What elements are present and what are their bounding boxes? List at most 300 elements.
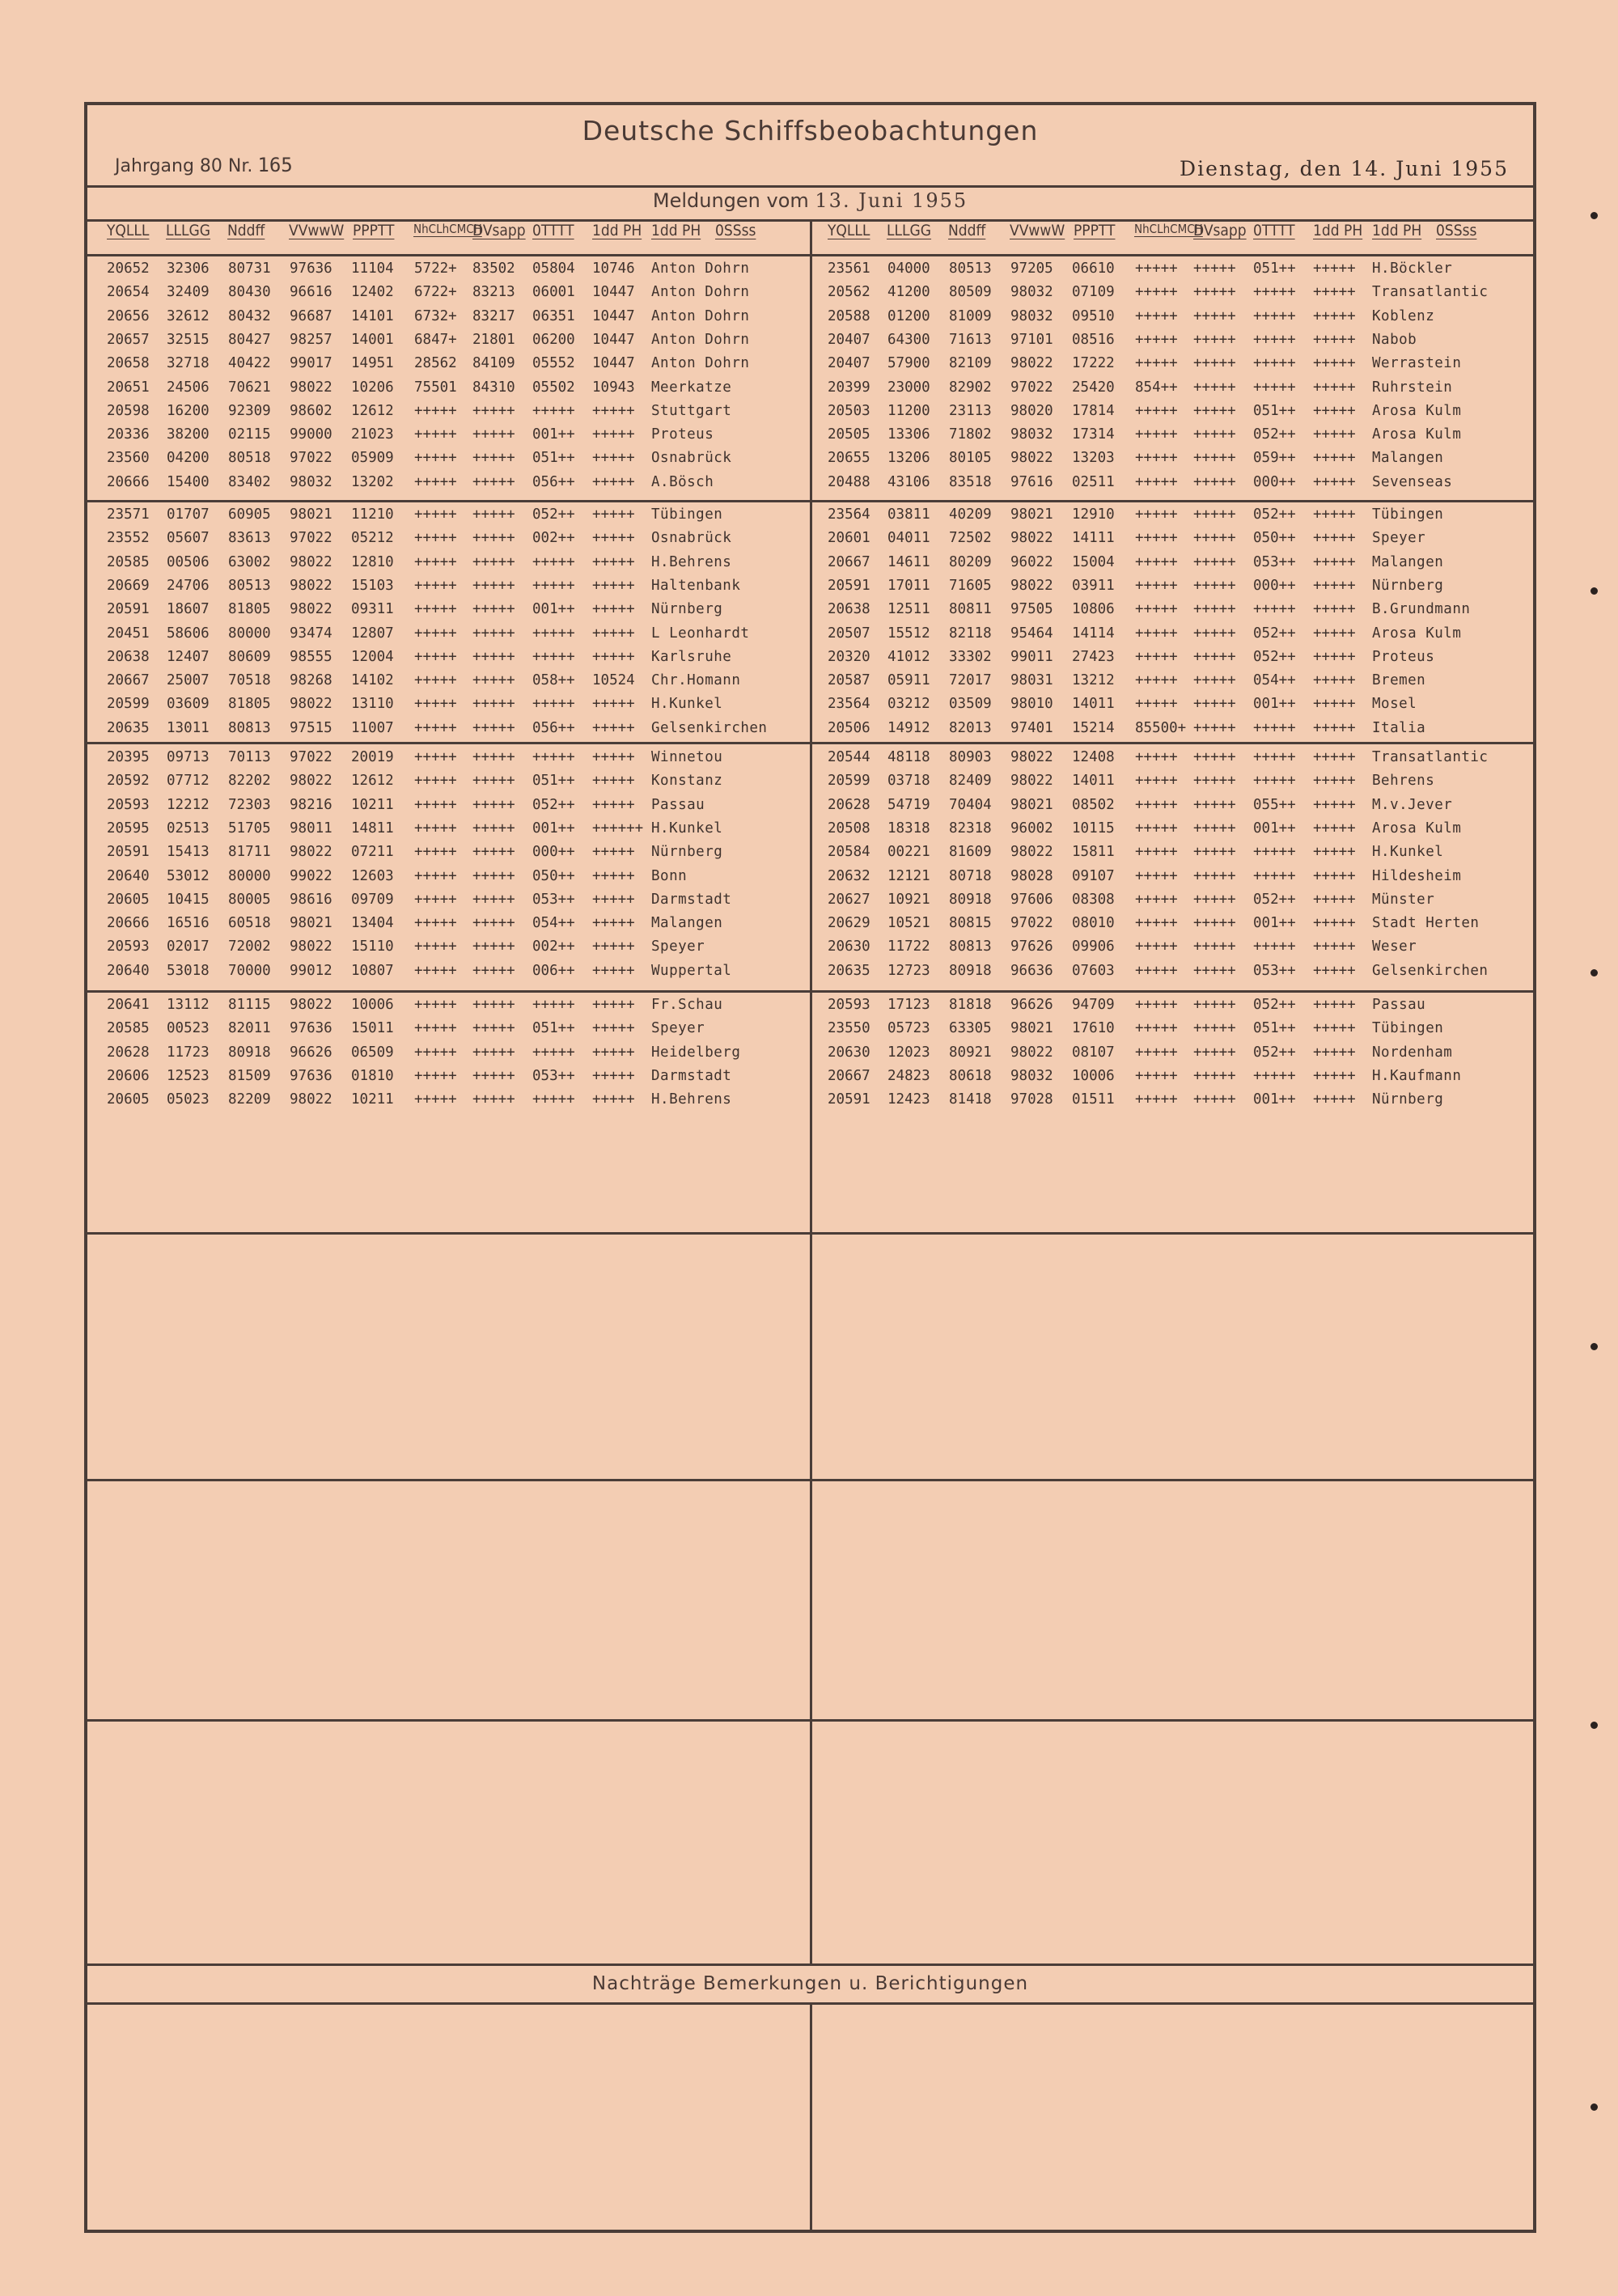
table-cell: 41012 xyxy=(887,648,930,665)
table-cell: 20336 xyxy=(107,426,150,443)
table-cell: +++++ xyxy=(1313,719,1356,736)
table-cell: 20629 xyxy=(828,915,870,932)
table-cell: +++++ xyxy=(1135,749,1178,765)
table-cell: 82013 xyxy=(949,719,992,736)
table-cell: 11210 xyxy=(351,506,394,523)
table-cell: 10206 xyxy=(351,379,394,396)
table-cell: +++++ xyxy=(1313,648,1356,665)
table-cell: 05552 xyxy=(532,355,575,372)
table-cell: 14811 xyxy=(351,820,394,837)
table-cell: 81609 xyxy=(949,844,992,861)
table-cell: 84109 xyxy=(472,355,515,372)
table-cell: +++++ xyxy=(414,820,457,837)
table-cell: 03718 xyxy=(887,773,930,790)
table-cell: +++++ xyxy=(592,867,635,884)
table-cell: 98022 xyxy=(290,773,332,790)
table-cell: +++++ xyxy=(1193,601,1236,618)
table-cell: +++++ xyxy=(1135,915,1178,932)
table-cell: 20544 xyxy=(828,749,870,765)
table-cell: +++++ xyxy=(472,796,515,813)
table-cell: +++++ xyxy=(1313,1091,1356,1108)
table-cell: 01810 xyxy=(351,1067,394,1084)
table-cell: +++++ xyxy=(532,1044,575,1061)
issue-nr: 165 xyxy=(257,154,293,176)
table-cell: 12612 xyxy=(351,402,394,419)
table-cell: 053++ xyxy=(532,1067,575,1084)
table-cell: 64300 xyxy=(887,331,930,348)
ship-name-cell: H.Kaufmann xyxy=(1372,1067,1462,1084)
table-cell: +++++ xyxy=(1313,997,1356,1013)
table-cell: +++++ xyxy=(1135,696,1178,713)
table-cell: 51705 xyxy=(228,820,271,837)
table-cell: +++++ xyxy=(472,1067,515,1084)
publication-date: Dienstag, den 14. Juni 1955 xyxy=(1180,157,1509,180)
ship-name-cell: Nürnberg xyxy=(651,601,723,618)
table-cell: +++++ xyxy=(592,648,635,665)
table-cell: +++++ xyxy=(1313,331,1356,348)
table-cell: +++++ xyxy=(472,891,515,908)
table-cell: +++++ xyxy=(1193,696,1236,713)
table-cell: 20630 xyxy=(828,1044,870,1061)
table-cell: +++++ xyxy=(532,997,575,1013)
table-cell: 12511 xyxy=(887,601,930,618)
table-cell: 06200 xyxy=(532,331,575,348)
table-cell: 053++ xyxy=(1253,962,1296,979)
table-cell: +++++ xyxy=(414,625,457,642)
table-cell: 96636 xyxy=(1010,962,1053,979)
table-cell: 20667 xyxy=(828,1067,870,1084)
table-cell: 82209 xyxy=(228,1091,271,1108)
punch-hole xyxy=(1590,1722,1598,1729)
table-cell: 20591 xyxy=(828,577,870,594)
table-cell: +++++ xyxy=(472,1044,515,1061)
table-cell: +++++ xyxy=(592,450,635,467)
ship-name-cell: Koblenz xyxy=(1372,307,1435,324)
table-cell: +++++ xyxy=(1313,1067,1356,1084)
ship-name-cell: Winnetou xyxy=(651,749,723,765)
table-cell: +++++ xyxy=(1313,962,1356,979)
table-cell: 20606 xyxy=(107,1067,150,1084)
table-cell: 20652 xyxy=(107,261,150,277)
table-cell: +++++ xyxy=(472,648,515,665)
table-cell: 01511 xyxy=(1072,1091,1115,1108)
ship-name-cell: Nordenham xyxy=(1372,1044,1453,1061)
column-header: YQLLL xyxy=(107,222,150,239)
table-cell: 052++ xyxy=(1253,997,1296,1013)
table-cell: 98022 xyxy=(1010,577,1053,594)
table-cell: +++++ xyxy=(592,962,635,979)
ship-name-cell: Nabob xyxy=(1372,331,1417,348)
table-cell: 006++ xyxy=(532,962,575,979)
table-cell: 20627 xyxy=(828,891,870,908)
table-cell: 97606 xyxy=(1010,891,1053,908)
table-cell: 12408 xyxy=(1072,749,1115,765)
table-cell: 98616 xyxy=(290,891,332,908)
table-cell: 20641 xyxy=(107,997,150,1013)
table-cell: 17610 xyxy=(1072,1020,1115,1037)
table-cell: +++++ xyxy=(414,402,457,419)
table-cell: 40422 xyxy=(228,355,271,372)
table-cell: 14611 xyxy=(887,553,930,570)
table-cell: 81418 xyxy=(949,1091,992,1108)
table-cell: +++++ xyxy=(414,938,457,955)
table-cell: 15811 xyxy=(1072,844,1115,861)
table-cell: +++++ xyxy=(1193,1091,1236,1108)
table-cell: +++++ xyxy=(592,844,635,861)
column-divider xyxy=(810,219,812,1963)
table-cell: +++++ xyxy=(414,696,457,713)
table-cell: 80731 xyxy=(228,261,271,277)
table-cell: +++++ xyxy=(1193,938,1236,955)
table-cell: +++++ xyxy=(1135,938,1178,955)
table-cell: 98032 xyxy=(290,473,332,490)
ship-name-cell: Darmstadt xyxy=(651,891,732,908)
table-cell: +++++ xyxy=(1313,355,1356,372)
table-cell: 63002 xyxy=(228,553,271,570)
table-cell: +++++ xyxy=(414,601,457,618)
table-cell: 059++ xyxy=(1253,450,1296,467)
table-cell: +++++ xyxy=(1313,426,1356,443)
ship-name-cell: H.Kunkel xyxy=(1372,844,1444,861)
table-cell: 13110 xyxy=(351,696,394,713)
table-cell: 80813 xyxy=(949,938,992,955)
table-cell: 08010 xyxy=(1072,915,1115,932)
table-cell: 97205 xyxy=(1010,261,1053,277)
table-cell: 80918 xyxy=(228,1044,271,1061)
ship-name-cell: H.Kunkel xyxy=(651,820,723,837)
table-cell: +++++ xyxy=(592,1067,635,1084)
table-cell: 20593 xyxy=(107,796,150,813)
table-cell: +++++ xyxy=(414,426,457,443)
table-cell: 11104 xyxy=(351,261,394,277)
table-cell: 97022 xyxy=(290,450,332,467)
table-cell: 95464 xyxy=(1010,625,1053,642)
table-cell: 6732+ xyxy=(414,307,457,324)
table-cell: 53018 xyxy=(167,962,210,979)
table-cell: 23571 xyxy=(107,506,150,523)
table-cell: +++++ xyxy=(592,1091,635,1108)
table-cell: 03212 xyxy=(887,696,930,713)
table-cell: +++++ xyxy=(1253,601,1296,618)
ship-name-cell: H.Behrens xyxy=(651,1091,732,1108)
table-cell: 20640 xyxy=(107,962,150,979)
ship-name-cell: Behrens xyxy=(1372,773,1435,790)
table-cell: 32515 xyxy=(167,331,210,348)
table-cell: +++++ xyxy=(472,577,515,594)
table-cell: 20508 xyxy=(828,820,870,837)
table-cell: 10006 xyxy=(1072,1067,1115,1084)
table-cell: +++++ xyxy=(414,473,457,490)
table-cell: +++++ xyxy=(1193,379,1236,396)
table-cell: +++++ xyxy=(1193,402,1236,419)
table-cell: 80513 xyxy=(228,577,271,594)
ship-name-cell: Stadt Herten xyxy=(1372,915,1480,932)
table-cell: 06610 xyxy=(1072,261,1115,277)
table-cell: +++++ xyxy=(414,844,457,861)
table-cell: +++++ xyxy=(1253,749,1296,765)
table-cell: 20595 xyxy=(107,820,150,837)
table-cell: +++++ xyxy=(472,719,515,736)
table-cell: 06509 xyxy=(351,1044,394,1061)
jahrgang-label: Jahrgang 80 Nr. xyxy=(115,156,253,176)
table-cell: +++++ xyxy=(592,473,635,490)
table-cell: 20658 xyxy=(107,355,150,372)
table-cell: 93474 xyxy=(290,625,332,642)
table-cell: 71802 xyxy=(949,426,992,443)
table-cell: 98022 xyxy=(290,938,332,955)
table-cell: 96687 xyxy=(290,307,332,324)
table-cell: 20657 xyxy=(107,331,150,348)
table-cell: +++++ xyxy=(1253,844,1296,861)
table-cell: 13202 xyxy=(351,473,394,490)
table-cell: 97022 xyxy=(1010,915,1053,932)
table-cell: 12910 xyxy=(1072,506,1115,523)
table-cell: 11007 xyxy=(351,719,394,736)
table-cell: 12212 xyxy=(167,796,210,813)
table-cell: +++++ xyxy=(414,997,457,1013)
table-cell: 15004 xyxy=(1072,553,1115,570)
table-cell: 10943 xyxy=(592,379,635,396)
table-cell: 20507 xyxy=(828,625,870,642)
table-cell: +++++ xyxy=(1313,261,1356,277)
ship-name-cell: Sevenseas xyxy=(1372,473,1453,490)
table-cell: +++++ xyxy=(1313,506,1356,523)
table-cell: 98022 xyxy=(290,577,332,594)
reports-heading xyxy=(87,189,1533,212)
table-cell: 10447 xyxy=(592,355,635,372)
table-cell: 99000 xyxy=(290,426,332,443)
table-cell: 98011 xyxy=(290,820,332,837)
table-cell: 001++ xyxy=(532,426,575,443)
table-cell: 98022 xyxy=(1010,450,1053,467)
ship-name-cell: Meerkatze xyxy=(651,379,732,396)
table-cell: 97028 xyxy=(1010,1091,1053,1108)
table-cell: 80918 xyxy=(949,962,992,979)
table-cell: 050++ xyxy=(532,867,575,884)
table-cell: 83213 xyxy=(472,284,515,301)
table-cell: +++++ xyxy=(472,1020,515,1037)
table-cell: 054++ xyxy=(532,915,575,932)
table-cell: 80000 xyxy=(228,867,271,884)
table-cell: 10921 xyxy=(887,891,930,908)
table-cell: 14011 xyxy=(1072,773,1115,790)
table-cell: 12423 xyxy=(887,1091,930,1108)
table-cell: +++++ xyxy=(1313,553,1356,570)
table-cell: 41200 xyxy=(887,284,930,301)
table-cell: +++++ xyxy=(1313,601,1356,618)
table-cell: +++++ xyxy=(1193,749,1236,765)
table-cell: +++++ xyxy=(592,891,635,908)
table-cell: +++++ xyxy=(1193,820,1236,837)
table-cell: 97505 xyxy=(1010,601,1053,618)
table-cell: 20591 xyxy=(828,1091,870,1108)
column-header: YQLLL xyxy=(828,222,870,239)
table-cell: 20651 xyxy=(107,379,150,396)
table-cell: 12723 xyxy=(887,962,930,979)
table-cell: +++++ xyxy=(1193,331,1236,348)
table-cell: 14102 xyxy=(351,672,394,689)
table-cell: 052++ xyxy=(1253,426,1296,443)
table-cell: 09510 xyxy=(1072,307,1115,324)
table-cell: +++++ xyxy=(1135,891,1178,908)
table-cell: +++++ xyxy=(1135,672,1178,689)
table-cell: 80609 xyxy=(228,648,271,665)
ship-name-cell: Stuttgart xyxy=(651,402,732,419)
table-cell: +++++ xyxy=(472,601,515,618)
reports-label: Meldungen vom xyxy=(652,189,809,212)
table-cell: 10447 xyxy=(592,307,635,324)
table-cell: +++++ xyxy=(414,577,457,594)
table-cell: 98032 xyxy=(1010,284,1053,301)
ship-name-cell: Ruhrstein xyxy=(1372,379,1453,396)
table-cell: 20407 xyxy=(828,355,870,372)
table-cell: +++++ xyxy=(1253,355,1296,372)
table-cell: 98022 xyxy=(290,696,332,713)
table-cell: 80513 xyxy=(949,261,992,277)
ship-name-cell: Osnabrück xyxy=(651,450,732,467)
table-cell: +++++ xyxy=(1253,938,1296,955)
ship-name-cell: Anton Dohrn xyxy=(651,284,750,301)
table-cell: 97022 xyxy=(1010,379,1053,396)
table-cell: +++++ xyxy=(414,506,457,523)
table-cell: 20605 xyxy=(107,1091,150,1108)
ship-name-cell: Bonn xyxy=(651,867,688,884)
table-cell: +++++ xyxy=(414,648,457,665)
ship-name-cell: Werrastein xyxy=(1372,355,1462,372)
table-cell: 001++ xyxy=(1253,1091,1296,1108)
table-cell: +++++ xyxy=(1193,915,1236,932)
table-cell: 12407 xyxy=(167,648,210,665)
table-cell: 81115 xyxy=(228,997,271,1013)
table-cell: +++++ xyxy=(1253,307,1296,324)
ship-name-cell: Proteus xyxy=(651,426,714,443)
table-cell: 854++ xyxy=(1135,379,1178,396)
table-cell: 58606 xyxy=(167,625,210,642)
table-cell: 81509 xyxy=(228,1067,271,1084)
table-cell: 05023 xyxy=(167,1091,210,1108)
table-cell: 72502 xyxy=(949,530,992,547)
table-cell: 75501 xyxy=(414,379,457,396)
table-cell: 13404 xyxy=(351,915,394,932)
table-cell: +++++ xyxy=(472,1091,515,1108)
table-cell: 000++ xyxy=(532,844,575,861)
table-cell: 28562 xyxy=(414,355,457,372)
report-sheet xyxy=(84,102,1536,2233)
table-cell: 20632 xyxy=(828,867,870,884)
table-cell: 20592 xyxy=(107,773,150,790)
column-header: 0TTTT xyxy=(1253,222,1295,239)
table-cell: 80000 xyxy=(228,625,271,642)
column-header: VVwwW xyxy=(1010,222,1065,239)
ship-name-cell: Karlsruhe xyxy=(651,648,732,665)
column-header: VVwwW xyxy=(289,222,345,239)
table-cell: +++++ xyxy=(532,577,575,594)
table-cell: +++++ xyxy=(414,962,457,979)
table-cell: +++++ xyxy=(472,915,515,932)
table-cell: +++++ xyxy=(592,915,635,932)
ship-name-cell: Arosa Kulm xyxy=(1372,402,1462,419)
table-cell: +++++ xyxy=(472,450,515,467)
table-cell: 20601 xyxy=(828,530,870,547)
ship-name-cell: Gelsenkirchen xyxy=(1372,962,1489,979)
supplements-heading: Nachträge Bemerkungen u. Berichtigungen xyxy=(591,1973,1029,1994)
table-cell: 80903 xyxy=(949,749,992,765)
ship-name-cell: Speyer xyxy=(1372,530,1426,547)
table-cell: 20591 xyxy=(107,844,150,861)
table-cell: 054++ xyxy=(1253,672,1296,689)
table-cell: +++++ xyxy=(1313,530,1356,547)
table-cell: 97626 xyxy=(1010,938,1053,955)
ship-name-cell: Passau xyxy=(1372,997,1426,1013)
table-cell: 80105 xyxy=(949,450,992,467)
table-cell: 20599 xyxy=(107,696,150,713)
table-cell: 80430 xyxy=(228,284,271,301)
table-cell: +++++ xyxy=(1193,1044,1236,1061)
table-cell: 052++ xyxy=(532,506,575,523)
table-cell: 98022 xyxy=(1010,355,1053,372)
table-cell: 98022 xyxy=(290,553,332,570)
table-cell: 00221 xyxy=(887,844,930,861)
table-cell: +++++ xyxy=(472,867,515,884)
divider xyxy=(87,1963,1533,1966)
table-cell: +++++ xyxy=(1313,915,1356,932)
table-cell: 80432 xyxy=(228,307,271,324)
table-cell: 08502 xyxy=(1072,796,1115,813)
table-cell: 02511 xyxy=(1072,473,1115,490)
table-cell: +++++ xyxy=(592,1044,635,1061)
table-cell: 052++ xyxy=(532,796,575,813)
table-cell: 09107 xyxy=(1072,867,1115,884)
table-cell: 20593 xyxy=(107,938,150,955)
punch-hole xyxy=(1590,1343,1598,1350)
ship-name-cell: Wuppertal xyxy=(651,962,732,979)
table-cell: 13206 xyxy=(887,450,930,467)
table-cell: 20666 xyxy=(107,915,150,932)
table-cell: 98022 xyxy=(290,1091,332,1108)
table-cell: 14011 xyxy=(1072,696,1115,713)
table-cell: 18607 xyxy=(167,601,210,618)
table-cell: +++++ xyxy=(414,1091,457,1108)
ship-name-cell: Anton Dohrn xyxy=(651,355,750,372)
table-cell: 98022 xyxy=(290,997,332,1013)
table-cell: +++++ xyxy=(1135,261,1178,277)
table-cell: +++++ xyxy=(1313,402,1356,419)
table-cell: +++++ xyxy=(472,773,515,790)
table-cell: +++++ xyxy=(1313,820,1356,837)
table-cell: 13306 xyxy=(887,426,930,443)
table-cell: 04000 xyxy=(887,261,930,277)
table-cell: 98032 xyxy=(1010,307,1053,324)
table-cell: 23113 xyxy=(949,402,992,419)
table-cell: +++++ xyxy=(472,997,515,1013)
ship-name-cell: Italia xyxy=(1372,719,1426,736)
table-cell: 14951 xyxy=(351,355,394,372)
column-header: PPPTT xyxy=(1074,222,1116,239)
table-cell: 82409 xyxy=(949,773,992,790)
table-cell: +++++ xyxy=(472,553,515,570)
table-cell: 001++ xyxy=(532,820,575,837)
table-cell: +++++ xyxy=(1135,773,1178,790)
table-cell: 10415 xyxy=(167,891,210,908)
table-cell: +++++ xyxy=(1135,648,1178,665)
table-cell: 5722+ xyxy=(414,261,457,277)
table-cell: 07603 xyxy=(1072,962,1115,979)
table-cell: +++++ xyxy=(592,997,635,1013)
table-cell: 01707 xyxy=(167,506,210,523)
table-cell: 20635 xyxy=(107,719,150,736)
table-cell: 81711 xyxy=(228,844,271,861)
table-cell: +++++ xyxy=(1193,844,1236,861)
